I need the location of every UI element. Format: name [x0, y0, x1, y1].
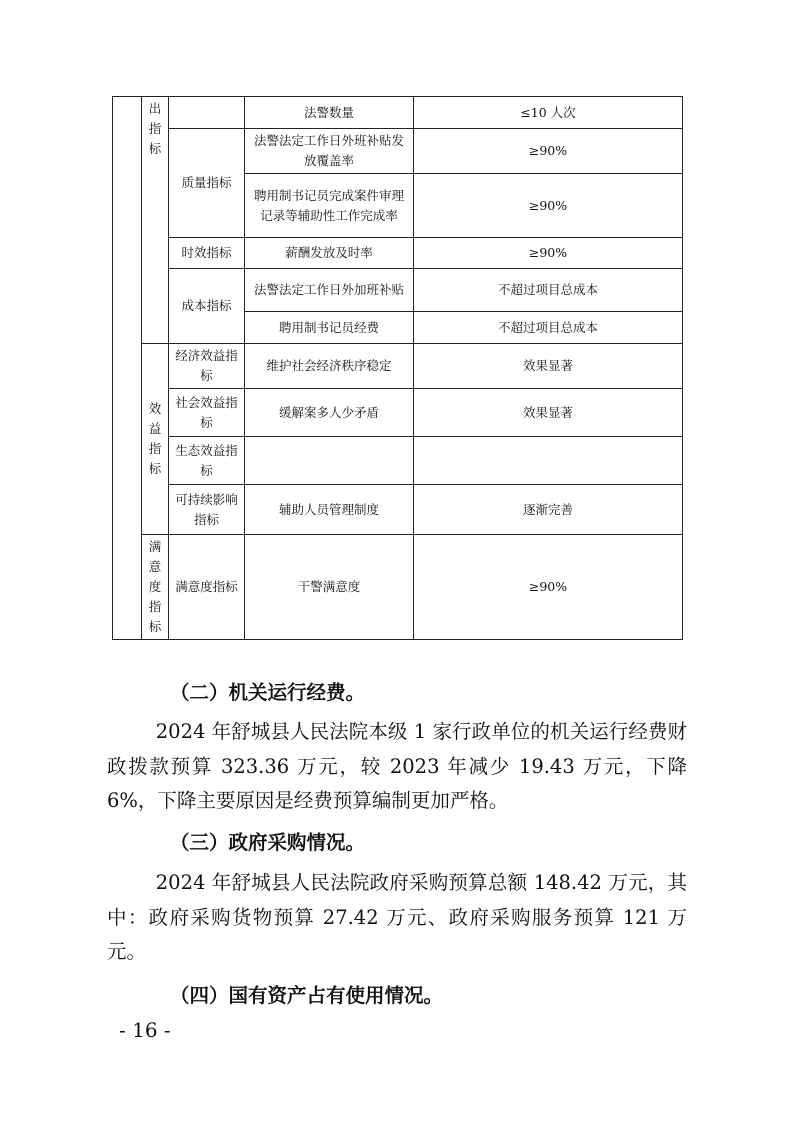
table-cell-value: ≥90% — [414, 238, 683, 269]
table-row — [113, 437, 683, 485]
table-cell-indicator: 法警数量 — [245, 97, 414, 129]
table-cell-indicator: 法警法定工作日外班补贴发放覆盖率 — [245, 129, 414, 174]
table-row — [113, 389, 683, 437]
table-cell-value: 效果显著 — [414, 344, 683, 389]
table-cell-value: ≥90% — [414, 129, 683, 174]
page-number: - 16 - — [119, 1018, 171, 1042]
table-cell-indicator: 辅助人员管理制度 — [245, 485, 414, 535]
section-heading-state-assets: （四）国有资产占有使用情况。 — [170, 984, 444, 1007]
table-cell-indicator: 干警满意度 — [245, 535, 414, 640]
table-cell-value: ≥90% — [414, 174, 683, 238]
table-cell-level2: 生态效益指标 — [169, 437, 245, 485]
paragraph-operating-funds — [107, 715, 687, 819]
table-row — [113, 535, 683, 640]
paragraph-text: 2024 年舒城县人民法院本级 1 家行政单位的机关运行经费财政拨款预算 323.36 万元，较 2023 年减少 19.43 万元，下降 6%，下降主要原因是经费预算编制更加严格。 — [107, 720, 687, 812]
table-cell-level2: 经济效益指标 — [169, 344, 245, 389]
table-cell-indicator — [245, 437, 414, 485]
table-cell-level2: 社会效益指标 — [169, 389, 245, 437]
table-cell-indicator: 聘用制书记员完成案件审理记录等辅助性工作完成率 — [245, 174, 414, 238]
table-cell-level2: 质量指标 — [169, 129, 245, 238]
table-cell-level1: 满 意 度 指 标 — [142, 535, 169, 640]
table-cell-indicator: 薪酬发放及时率 — [245, 238, 414, 269]
table-row — [113, 238, 683, 269]
table-cell-indicator: 缓解案多人少矛盾 — [245, 389, 414, 437]
performance-indicator-table — [112, 96, 683, 640]
table-cell-blank — [113, 97, 142, 640]
table-cell-value: 逐渐完善 — [414, 485, 683, 535]
table-cell-level2: 满意度指标 — [169, 535, 245, 640]
table-row — [113, 129, 683, 174]
table-cell-level1: 出 指 标 — [142, 97, 169, 344]
table-row — [113, 485, 683, 535]
table-row — [113, 269, 683, 312]
table-row — [113, 344, 683, 389]
table-cell-level2: 可持续影响指标 — [169, 485, 245, 535]
table-cell-level2: 成本指标 — [169, 269, 245, 344]
table-cell-value: ≥90% — [414, 535, 683, 640]
paragraph-procurement — [107, 866, 687, 970]
table-cell-value: 效果显著 — [414, 389, 683, 437]
table-cell-value: 不超过项目总成本 — [414, 312, 683, 344]
table-cell-level2: 时效指标 — [169, 238, 245, 269]
section-heading-operating-funds: （二）机关运行经费。 — [170, 681, 366, 704]
table-row — [113, 97, 683, 129]
table-cell-level1: 效 益 指 标 — [142, 344, 169, 535]
table-cell-indicator: 法警法定工作日外加班补贴 — [245, 269, 414, 312]
table-cell-level2 — [169, 97, 245, 129]
table-cell-value: 不超过项目总成本 — [414, 269, 683, 312]
table-cell-indicator: 维护社会经济秩序稳定 — [245, 344, 414, 389]
table-cell-value: ≤10 人次 — [414, 97, 683, 129]
paragraph-text: 2024 年舒城县人民法院政府采购预算总额 148.42 万元，其中：政府采购货物预算 27.42 万元、政府采购服务预算 121 万元。 — [107, 871, 687, 963]
section-heading-procurement: （三）政府采购情况。 — [170, 831, 366, 854]
table-cell-value — [414, 437, 683, 485]
table-cell-indicator: 聘用制书记员经费 — [245, 312, 414, 344]
